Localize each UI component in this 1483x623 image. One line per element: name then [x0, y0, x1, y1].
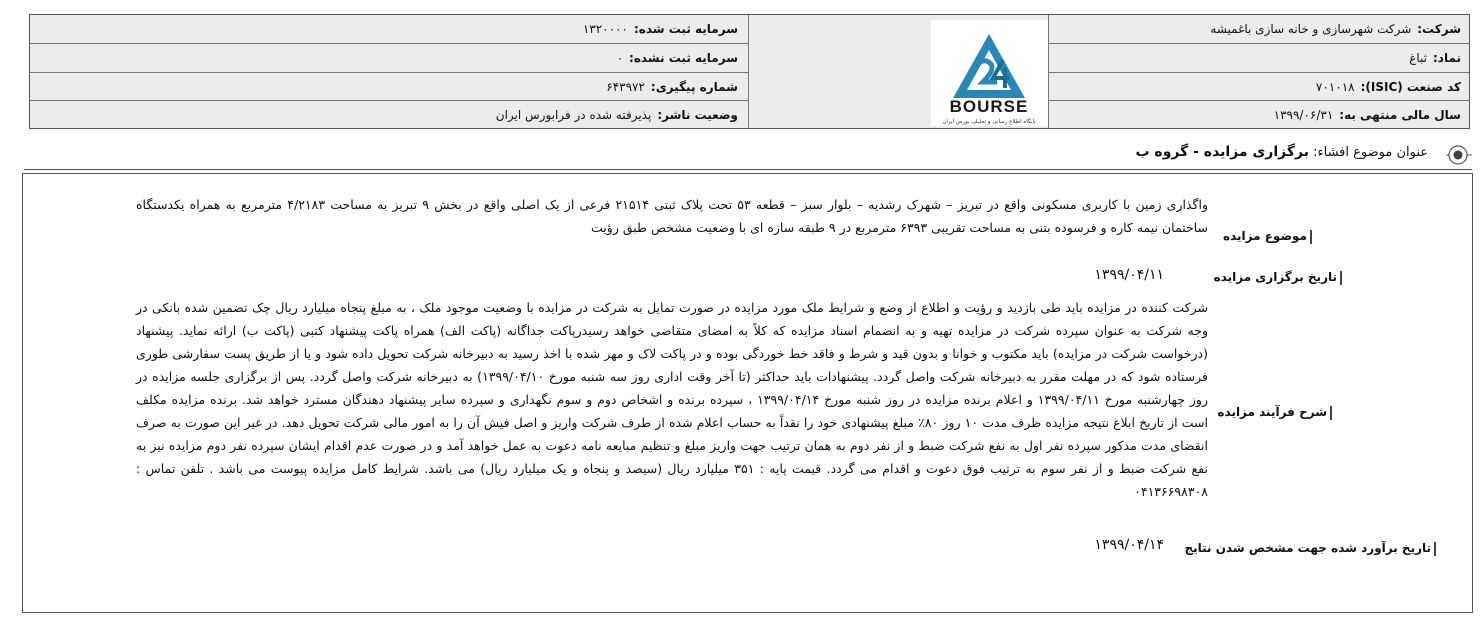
registered-capital-label: سرمایه ثبت شده: [633, 22, 738, 36]
header-column-divider [748, 15, 749, 128]
header-row-divider [30, 72, 748, 73]
results-date-label: تاریخ برآورد شده جهت مشخص شدن نتایج [1184, 541, 1436, 556]
company-value: شرکت شهرسازی و خانه سازی باغمیشه [1210, 22, 1412, 36]
subject-label: عنوان موضوع افشاء: [1313, 145, 1428, 160]
symbol-label: نماد: [1432, 51, 1461, 65]
unregistered-capital-row [28, 44, 746, 72]
header-column-divider [1048, 15, 1049, 128]
isic-row [1046, 73, 1469, 101]
auction-subject-value: واگذاری زمین با کاربری مسکونی واقع در تبریز – شهرک رشدیه – بلوار سبز – قطعه ۵۳ تحت پلاک ثبتی ۲۱۵۱۴ فرعی از یک اصلی واقع در بخش ۹ تبریز به مساحت ۴/۲۱۸۳ مترمربع به همراه یکدستگاه ساختمان نیمه کاره و فرسوده بتنی به مساحت تقریبی ۶۳۹۳ مترمربع در ۹ طبقه سازه ای با وضعیت مشخص طبق رؤیت [136, 197, 1208, 235]
fiscal-year-row [1046, 101, 1469, 129]
publisher-status-label: وضعیت ناشر: [657, 108, 738, 122]
tracking-number-row [28, 73, 746, 101]
tracking-number-label: شماره پیگیری: [650, 80, 738, 94]
unregistered-capital-label: سرمایه ثبت نشده: [629, 51, 738, 65]
auction-date-label: تاریخ برگزاری مزایده [1214, 270, 1342, 285]
subject-title: برگزاری مزایده - گروه ب [1135, 144, 1309, 160]
registered-capital-value: ۱۳۲۰۰۰۰ [582, 22, 628, 36]
fiscal-year-value: ۱۳۹۹/۰۶/۳۱ [1273, 108, 1334, 122]
auction-subject-label: موضوع مزایده [1223, 229, 1312, 244]
header-row-divider [30, 100, 748, 101]
symbol-value: ثباغ [1409, 51, 1427, 65]
process-description-label: شرح فرآیند مزایده [1217, 405, 1332, 420]
header-row-divider [1046, 100, 1469, 101]
header-row-divider [1046, 43, 1469, 44]
symbol-row [1046, 44, 1469, 72]
auction-date-value: ۱۳۹۹/۰۴/۱۱ [1094, 267, 1164, 283]
subject-divider [24, 169, 1472, 170]
company-label: شرکت: [1417, 22, 1461, 36]
unregistered-capital-value: ۰ [616, 51, 624, 65]
process-description-value: شرکت کننده در مزایده باید طی بازدید و رؤیت و اطلاع از وضع و شرایط ملک مورد مزایده در صورت تمایل به شرکت در مزایده با وضعیت موجود ملک ، به مبلغ پنجاه میلیارد ریال چک تضمین شده بانکی در وجه شرکت به عنوان سپرده شرکت در مزایده تهیه و به انضمام اسناد مزایده که کلاً به امضای متقاضی خواهد رسیدرپاکت جداگانه (پاکت الف) همراه پاکت پیشنهاد کتبی (پاکت ب) ارائه نماید. پیشنهاد (درخواست شرکت در مزایده) باید مکتوب و خوانا و بدون قید و شرط و فاقد خط خوردگی بوده و در پاکت لاک و مهر شده با اخذ رسید به دبیرخانه شرکت تحویل داده شود و یا از طریق پست سفارشی طوری فرستاده شود که در مهلت مقرر به دبیرخانه شرکت واصل گردد. پیشنهادات باید حداکثر (تا آخر وقت اداری روز سه شنبه مورخ ۱۳۹۹/۰۴/۱۰) به دبیرخانه شرکت واصل گردد. پس از برگزاری جلسه مزایده در روز چهارشنبه مورخ ۱۳۹۹/۰۴/۱۱ و اعلام برنده مزایده در روز شنبه مورخ ۱۳۹۹/۰۴/۱۴ ، سپرده برنده و اشخاص دوم و سوم نگهداری و سپرده سایر پیشنهاد دهندگان مسترد خواهد شد. برنده مزایده مکلف است از تاریخ ابلاغ نتیجه مزایده ظرف مدت ۱۰ روز ۸۰٪ مبلغ پیشنهادی خود را نقداً به حساب اعلام شده از طرف شرکت واریز و اصل فیش آن را به امور مالی شرکت تحویل دهد. در غیر این صورت به صرف انقضای مدت مذکور سپرده نفر اول به نفع شرکت ضبط و از نفر دوم به همان ترتیب جهت واریز مبلغ و تنظیم مبایعه نامه دعوت به عمل خواهد آمد و در صورت عدم اقدام ایشان سپرده نفر دوم مزایده نیز به نفع شرکت ضبط و از نفر سوم به ترتیب فوق دعوت و اقدام می گردد. قیمت پایه : ۳۵۱ میلیارد ریال (سیصد و پنجاه و یک میلیارد ریال) می باشد. شرایط کامل مزایده پیوست می باشد . تلفن تماس : ۰۴۱۳۶۶۹۸۳۰۸ [136, 300, 1208, 499]
publisher-status-value: پذیرفته شده در فرابورس ایران [495, 108, 652, 122]
isic-value: ۷۰۱۰۱۸ [1315, 80, 1355, 94]
publisher-status-row [28, 101, 746, 129]
bourse-logo [931, 20, 1048, 126]
header-row-divider [30, 43, 748, 44]
codal-bourse-logo-icon [931, 20, 1048, 126]
fiscal-year-label: سال مالی منتهی به: [1339, 108, 1461, 122]
company-row [1046, 15, 1469, 43]
isic-label: کد صنعت (ISIC): [1360, 80, 1461, 94]
tracking-number-value: ۶۴۳۹۷۲ [606, 80, 645, 94]
results-date-value: ۱۳۹۹/۰۴/۱۴ [1094, 537, 1164, 553]
logo-text: BOURSE [949, 97, 1029, 116]
logo-subtitle: پایگاه اطلاع رسانی و تحلیلی بورس ایران [942, 119, 1036, 125]
disclosure-subject [1135, 144, 1428, 160]
header-info-table [29, 14, 1470, 129]
target-bullet-icon [1446, 144, 1472, 166]
auction-details-panel [22, 173, 1473, 613]
registered-capital-row [28, 15, 746, 43]
header-row-divider [1046, 72, 1469, 73]
